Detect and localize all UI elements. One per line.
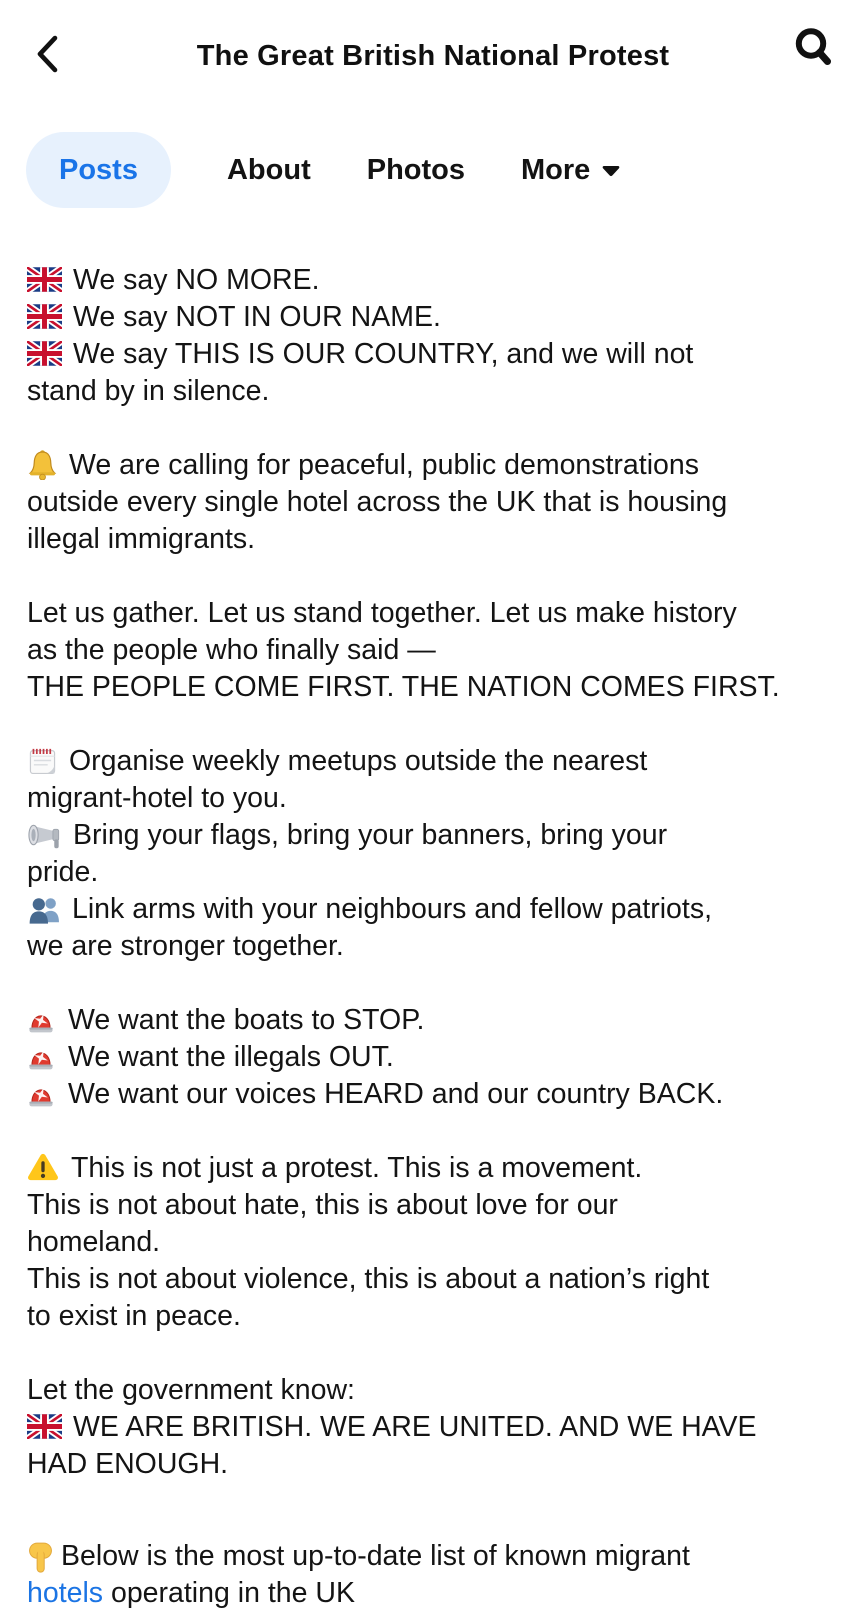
- tab-label: Posts: [59, 153, 138, 186]
- post-paragraph: [27, 447, 848, 558]
- post-text: We say THIS IS OUR COUNTRY, and we will not: [73, 338, 694, 370]
- tab-about[interactable]: [227, 154, 311, 187]
- post-text: This is not about hate, this is about love for our: [27, 1189, 618, 1221]
- hotels-link[interactable]: hotels: [27, 1577, 104, 1609]
- post-line: [27, 521, 848, 558]
- post-line: [27, 373, 848, 410]
- post-paragraph: [27, 595, 848, 706]
- warning-icon: [27, 1152, 59, 1181]
- search-icon: [792, 26, 836, 70]
- post-text: Let us gather. Let us stand together. Let us make history: [27, 597, 737, 629]
- post-text: This is not just a protest. This is a movement.: [71, 1152, 643, 1184]
- post-line: [27, 928, 848, 965]
- post-text: pride.: [27, 856, 99, 888]
- police-light-icon: [27, 1041, 55, 1072]
- post-line: [27, 299, 848, 336]
- post-text: outside every single hotel across the UK that is housing: [27, 486, 728, 518]
- post-line: [27, 669, 848, 706]
- post-text: migrant-hotel to you.: [27, 782, 287, 814]
- post-text: We are calling for peaceful, public demonstrations: [69, 449, 699, 481]
- post-paragraph: [27, 1538, 848, 1612]
- post-text: illegal immigrants.: [27, 523, 256, 555]
- tab-photos[interactable]: [367, 154, 465, 187]
- post-line: [27, 854, 848, 891]
- post-text: HAD ENOUGH.: [27, 1448, 229, 1480]
- post-text: as the people who finally said —: [27, 634, 436, 666]
- post-text: stand by in silence.: [27, 375, 270, 407]
- post-text: We say NOT IN OUR NAME.: [73, 301, 441, 333]
- tab-bar: [26, 132, 866, 208]
- post-text: Below is the most up-to-date list of known migrant: [61, 1540, 690, 1572]
- tab-more[interactable]: [521, 154, 620, 187]
- silhouettes-icon: [27, 895, 62, 925]
- post-line: [27, 1076, 848, 1113]
- post-paragraph: [27, 1002, 848, 1113]
- post-line: [27, 1187, 848, 1224]
- tab-label: More: [521, 153, 591, 186]
- post-paragraph: [27, 1372, 848, 1483]
- chevron-down-icon: [602, 164, 620, 177]
- post-text: THE PEOPLE COME FIRST. THE NATION COMES FIRST.: [27, 671, 780, 703]
- post-line: [27, 484, 848, 521]
- uk-flag-icon: [27, 304, 62, 329]
- post-text: homeland.: [27, 1226, 161, 1258]
- post-line: [27, 632, 848, 669]
- post-line: [27, 595, 848, 632]
- bell-icon: [27, 449, 58, 480]
- post-line: [27, 817, 848, 854]
- tab-label: Photos: [366, 153, 466, 186]
- spiral-calendar-icon: [27, 745, 58, 776]
- post-text: We want our voices HEARD and our country BACK.: [68, 1078, 724, 1110]
- post-text: This is not about violence, this is about a nation’s right: [27, 1263, 710, 1295]
- post-line: [27, 1372, 848, 1409]
- post-text: We want the illegals OUT.: [68, 1041, 394, 1073]
- post-line: [27, 891, 848, 928]
- post-paragraph: [27, 1150, 848, 1335]
- post-line: [27, 1224, 848, 1261]
- post-body: [0, 208, 866, 1612]
- post-line: [27, 1409, 848, 1446]
- post-line: [27, 1446, 848, 1483]
- post-text: Link arms with your neighbours and fellow patriots,: [72, 893, 712, 925]
- uk-flag-icon: [27, 341, 62, 366]
- post-line: [27, 780, 848, 817]
- page-title: The Great British National Protest: [196, 40, 670, 72]
- tab-posts[interactable]: [26, 132, 171, 208]
- post-line: [27, 262, 848, 299]
- page-header: [0, 0, 866, 112]
- megaphone-icon: [27, 820, 63, 850]
- post-text: Organise weekly meetups outside the nearest: [69, 745, 648, 777]
- post-text: we are stronger together.: [27, 930, 344, 962]
- post-paragraph: [27, 743, 848, 965]
- post-line: [27, 1298, 848, 1335]
- post-line: [27, 1538, 848, 1575]
- uk-flag-icon: [27, 267, 62, 292]
- post-text: Let the government know:: [27, 1374, 355, 1406]
- post-text: WE ARE BRITISH. WE ARE UNITED. AND WE HAVE: [73, 1411, 757, 1443]
- police-light-icon: [27, 1078, 55, 1109]
- post-text: We say NO MORE.: [73, 264, 320, 296]
- post-paragraph: [27, 262, 848, 410]
- police-light-icon: [27, 1004, 55, 1035]
- point-down-icon: [27, 1541, 54, 1573]
- post-text: Bring your flags, bring your banners, bring your: [73, 819, 668, 851]
- uk-flag-icon: [27, 1414, 62, 1439]
- post-text: We want the boats to STOP.: [68, 1004, 425, 1036]
- post-line: [27, 1150, 848, 1187]
- post-line: [27, 743, 848, 780]
- search-button[interactable]: [792, 26, 836, 73]
- post-text: operating in the UK: [103, 1577, 355, 1609]
- post-line: [27, 336, 848, 373]
- post-text: to exist in peace.: [27, 1300, 241, 1332]
- post-line: [27, 1261, 848, 1298]
- post-line: [27, 1002, 848, 1039]
- post-line: [27, 1039, 848, 1076]
- tab-label: About: [226, 153, 311, 186]
- post-line: [27, 1575, 848, 1612]
- post-line: [27, 447, 848, 484]
